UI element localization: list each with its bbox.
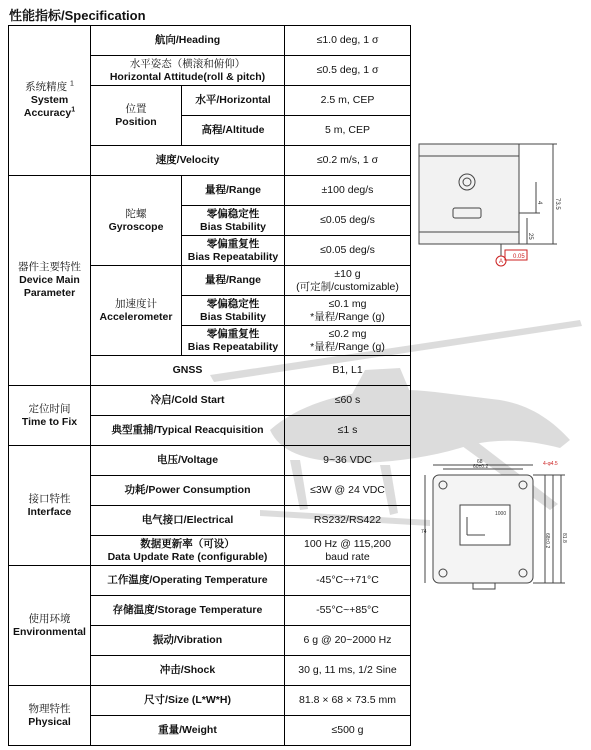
param-name: 水平/Horizontal (182, 86, 285, 116)
name-cn: 陀螺 (125, 207, 147, 220)
name-en: Bias Stability (200, 220, 266, 233)
value-line2: baud rate (325, 550, 370, 563)
section-label-ttf (9, 386, 91, 446)
param-value: ±100 deg/s (285, 176, 411, 206)
param-value: ≤1.0 deg, 1 σ (285, 26, 411, 56)
name-cn: 零偏重复性 (206, 327, 260, 340)
param-value: ≤0.2 m/s, 1 σ (285, 146, 411, 176)
dim-c: 0.05 (513, 254, 525, 260)
param-value: 2.5 m, CEP (285, 86, 411, 116)
param-name (182, 296, 285, 326)
name-en: Data Update Rate (configurable) (107, 550, 268, 563)
param-name (91, 56, 285, 86)
dim-width2: 60±0.2 (473, 464, 489, 470)
param-name: 振动/Vibration (91, 626, 285, 656)
value-line1: 100 Hz @ 115,200 (304, 537, 391, 550)
param-value: B1, L1 (285, 356, 411, 386)
param-name: GNSS (91, 356, 285, 386)
label-en: Time to Fix (21, 415, 78, 428)
name-en: Position (115, 115, 157, 128)
value-line1: ≤0.2 mg (328, 327, 367, 340)
section-label-environmental (9, 566, 91, 686)
param-name: 冲击/Shock (91, 656, 285, 686)
param-value: ≤500 g (285, 716, 411, 746)
name-en: Gyroscope (108, 220, 164, 233)
dim-length3: 81.8 (561, 533, 567, 543)
value-line1: ±10 g (334, 267, 361, 280)
label-cn: 系统精度 (25, 81, 68, 93)
param-name: 重量/Weight (91, 716, 285, 746)
param-value (285, 326, 411, 356)
name-cn: 加速度计 (115, 297, 157, 310)
param-value: ≤0.05 deg/s (285, 236, 411, 266)
dim-length: 74 (421, 529, 427, 535)
param-name: 电气接口/Electrical (91, 506, 285, 536)
label-cn: 使用环境 (28, 612, 71, 625)
param-value (285, 536, 411, 566)
label-en: System (30, 94, 69, 106)
footnote-mark: 1 (71, 106, 76, 114)
param-value: -45°C~+71°C (285, 566, 411, 596)
param-value: -55°C~+85°C (285, 596, 411, 626)
param-value: ≤1 s (285, 416, 411, 446)
section-label-interface (9, 446, 91, 566)
param-name: 电压/Voltage (91, 446, 285, 476)
label-en2: Parameter (23, 287, 76, 299)
param-value: ≤60 s (285, 386, 411, 416)
dim-height: 73.5 (554, 198, 560, 210)
label-en: Environmental (13, 625, 86, 638)
param-name (91, 536, 285, 566)
param-name: 量程/Range (182, 266, 285, 296)
param-name: 冷启/Cold Start (91, 386, 285, 416)
subgroup-position (91, 86, 182, 146)
label-en: Device Main (19, 274, 80, 286)
name-cn: 零偏稳定性 (206, 297, 260, 310)
section-label-physical (9, 686, 91, 746)
param-name: 航向/Heading (91, 26, 285, 56)
subgroup-accelerometer (91, 266, 182, 356)
param-name: 速度/Velocity (91, 146, 285, 176)
name-cn: 数据更新率（可设） (140, 537, 235, 550)
label-en2: Accuracy (23, 107, 72, 119)
label-cn: 接口特性 (28, 492, 71, 505)
section-label-device (9, 176, 91, 386)
param-name: 功耗/Power Consumption (91, 476, 285, 506)
param-value: 6 g @ 20~2000 Hz (285, 626, 411, 656)
label-en: Physical (28, 715, 71, 728)
param-value: ≤0.05 deg/s (285, 206, 411, 236)
value-line1: ≤0.1 mg (328, 297, 367, 310)
param-name: 高程/Altitude (182, 116, 285, 146)
param-name: 工作温度/Operating Temperature (91, 566, 285, 596)
name-en: Accelerometer (99, 310, 173, 323)
spec-table (8, 25, 411, 746)
name-cn: 水平姿态（横滚和俯仰） (129, 57, 246, 70)
dim-a: 4 (536, 201, 542, 205)
name-en: Bias Repeatability (187, 340, 279, 353)
param-value: RS232/RS422 (285, 506, 411, 536)
dim-hole: 4-φ4.5 (543, 461, 558, 467)
param-value (285, 266, 411, 296)
table-row (9, 26, 411, 56)
param-value: 30 g, 11 ms, 1/2 Sine (285, 656, 411, 686)
subgroup-gyroscope (91, 176, 182, 266)
name-en: Bias Repeatability (187, 250, 279, 263)
param-name: 尺寸/Size (L*W*H) (91, 686, 285, 716)
param-name (182, 206, 285, 236)
param-value: 5 m, CEP (285, 116, 411, 146)
value-line2: *量程/Range (g) (310, 340, 385, 353)
page-title: 性能指标/Specification (9, 8, 146, 23)
param-name (182, 236, 285, 266)
value-line2: (可定制/customizable) (296, 280, 399, 293)
name-cn: 零偏稳定性 (206, 207, 260, 220)
datum-ref: A (499, 259, 504, 265)
param-name: 量程/Range (182, 176, 285, 206)
inner-label: 1000 (495, 511, 507, 517)
param-name: 典型重捕/Typical Reacquisition (91, 416, 285, 446)
top-view-drawing (415, 455, 590, 595)
name-cn: 零偏重复性 (206, 237, 260, 250)
name-en: Horizontal Attitude(roll & pitch) (109, 70, 266, 83)
param-value: 81.8 × 68 × 73.5 mm (285, 686, 411, 716)
label-cn: 器件主要特性 (18, 261, 81, 273)
param-value: ≤3W @ 24 VDC (285, 476, 411, 506)
param-name: 存储温度/Storage Temperature (91, 596, 285, 626)
footnote-mark: 1 (70, 80, 74, 88)
side-view-drawing (415, 128, 590, 278)
name-en: Bias Stability (200, 310, 266, 323)
label-en: Interface (27, 505, 72, 518)
label-cn: 物理特性 (28, 702, 71, 715)
label-cn: 定位时间 (28, 402, 71, 415)
name-cn: 位置 (125, 102, 147, 115)
section-label-accuracy (9, 26, 91, 176)
dim-width: 68 (477, 459, 483, 465)
dim-length2: 68±0.2 (544, 533, 550, 549)
dim-b: 25 (527, 233, 533, 240)
param-value: ≤0.5 deg, 1 σ (285, 56, 411, 86)
value-line2: *量程/Range (g) (310, 310, 385, 323)
param-value: 9~36 VDC (285, 446, 411, 476)
param-value (285, 296, 411, 326)
param-name (182, 326, 285, 356)
